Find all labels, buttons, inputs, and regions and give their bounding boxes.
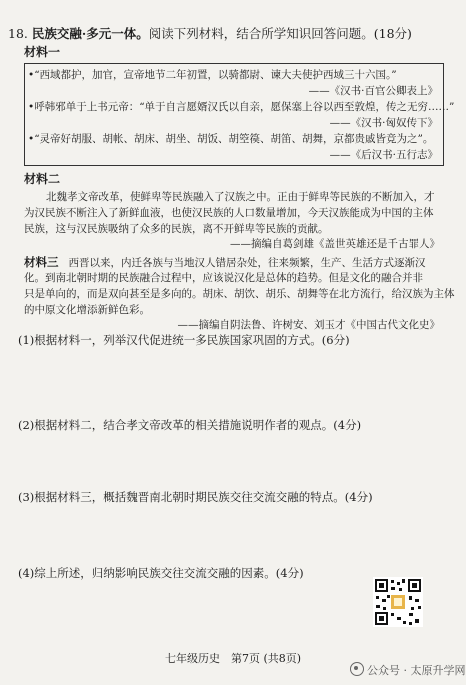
material2-label: 材料二 xyxy=(24,172,61,186)
watermark xyxy=(350,662,466,678)
material1-line: •“灵帝好胡服、胡帐、胡床、胡坐、胡饭、胡箜篌、胡笛、胡舞，京都贵戚皆竞为之”。 xyxy=(28,133,434,145)
question-title-rest: 阅读下列材料，结合所学知识回答问题。(18分) xyxy=(148,26,412,41)
question-title-bold: 民族交融·多元一体。 xyxy=(31,26,149,41)
sub-question-2: (2)根据材料二，结合孝文帝改革的相关措施说明作者的观点。(4分) xyxy=(18,418,362,432)
material1-line: •呼韩邪单于上书元帝：“单于自言愿婿汉氏以自亲，愿保塞上谷以西至敦煌，传之无穷……” xyxy=(28,101,455,113)
material1-source: ——《汉书·百官公卿表上》 xyxy=(308,85,438,97)
material3-first-line xyxy=(24,254,426,271)
material2-source: ——摘编自葛剑雄《盖世英雄还是千古罪人》 xyxy=(230,238,440,250)
question-title xyxy=(8,26,412,42)
material1-line: •“西域都护，加官，宣帝地节二年初置，以骑都尉、谏大夫使护西域三十六国。” xyxy=(28,69,397,81)
material2-line: 为汉民族不断注入了新鲜血液，也使汉民族的人口数量增加，今天汉族能成为中国的主体 xyxy=(24,207,434,219)
material3-line: 的中原文化增添新鲜色彩。 xyxy=(24,304,150,316)
material3-label: 材料三 xyxy=(24,255,59,269)
material1-source: ——《汉书·匈奴传下》 xyxy=(329,117,438,129)
sub-question-1: (1)根据材料一，列举汉代促进统一多民族国家巩固的方式。(6分) xyxy=(18,333,350,347)
material1-source: ——《后汉书·五行志》 xyxy=(329,149,438,161)
wechat-icon xyxy=(350,662,364,676)
question-number: 18. xyxy=(8,26,28,41)
sub-question-4: (4)综上所述，归纳影响民族交往交流交融的因素。(4分) xyxy=(18,566,304,580)
material3-source: ——摘编自阴法鲁、许树安、刘玉才《中国古代文化史》 xyxy=(177,319,440,331)
page-footer: 七年级历史 第7页 (共8页) xyxy=(164,652,302,665)
qr-code-image xyxy=(373,577,423,627)
material3-line: 西晋以来，内迁各族与当地汉人错居杂处，往来频繁，生产、生活方式逐渐汉 xyxy=(68,257,426,269)
material2-line: 民族，这与汉民族吸纳了众多的民族，离不开鲜卑等民族的贡献。 xyxy=(24,223,329,235)
material3-line: 只是单向的，而是双向甚至是多向的。胡床、胡饮、胡乐、胡舞等在北方流行，给汉族为主体 xyxy=(24,288,455,300)
material1-label: 材料一 xyxy=(24,45,61,59)
material3-line: 化。到南北朝时期的民族融合过程中，应该说汉化是总体的趋势。但是文化的融合并非 xyxy=(24,272,423,284)
material2-line: 北魏孝文帝改革，使鲜卑等民族融入了汉族之中。正由于鲜卑等民族的不断加入，才 xyxy=(46,191,435,203)
watermark-text: 公众号 · 太原升学网 xyxy=(367,664,466,677)
sub-question-3: (3)根据材料三，概括魏晋南北朝时期民族交往交流交融的特点。(4分) xyxy=(18,490,373,504)
